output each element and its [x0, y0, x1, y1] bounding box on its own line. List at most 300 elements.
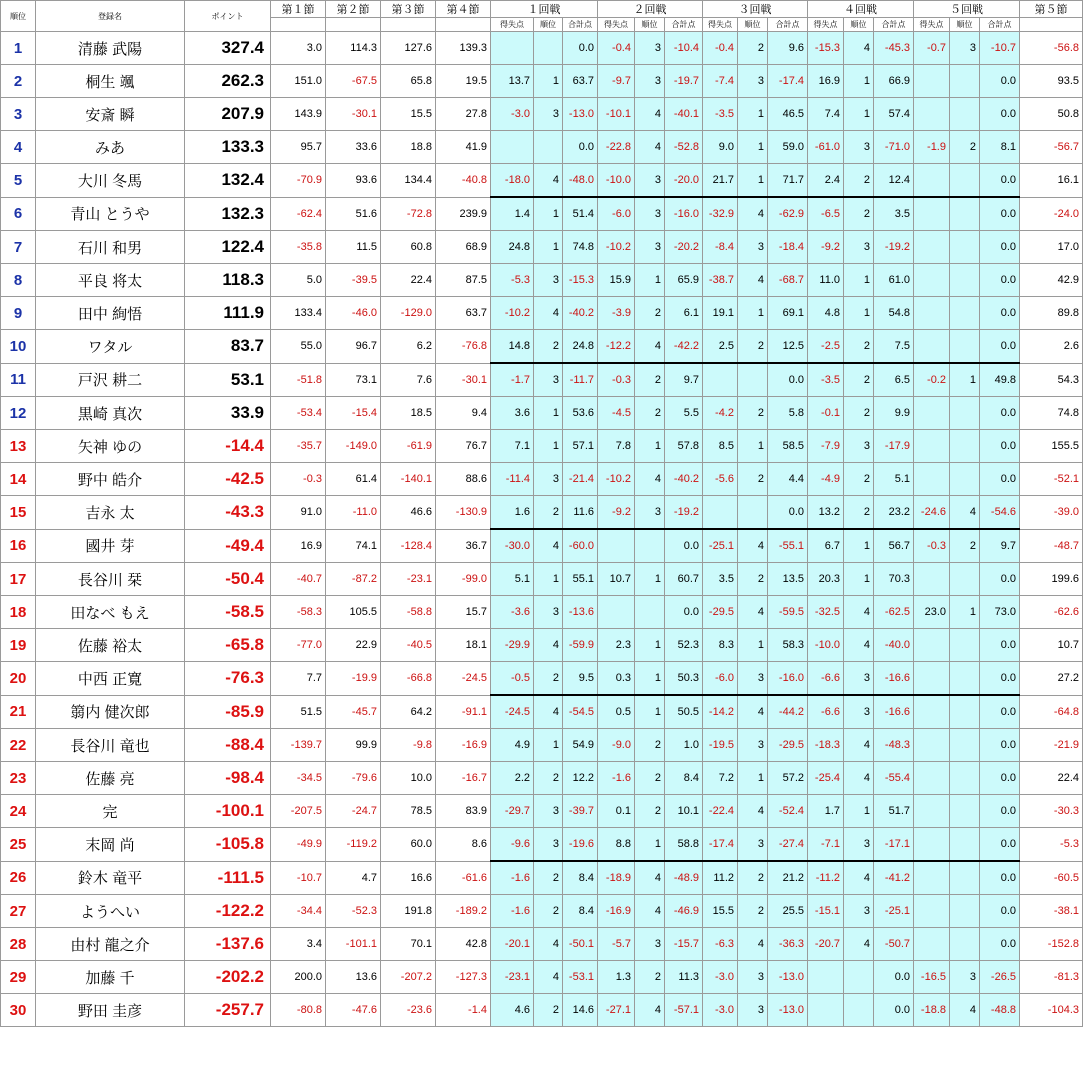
- round-5-diff: -24.6: [914, 496, 950, 530]
- round-5-diff: [914, 264, 950, 297]
- round-5-place: [950, 729, 980, 762]
- round-4-place: 1: [844, 297, 874, 330]
- player-name: 末岡 尚: [36, 828, 185, 862]
- player-name: 由村 龍之介: [36, 928, 185, 961]
- round-4-place: 4: [844, 762, 874, 795]
- round-4-place: 3: [844, 430, 874, 463]
- round-4-total: -17.9: [874, 430, 914, 463]
- round-2-total: 65.9: [665, 264, 703, 297]
- round-1-diff: -10.2: [491, 297, 534, 330]
- round-1-place: 4: [534, 695, 563, 729]
- round-5-place: [950, 629, 980, 662]
- header-points: ポイント: [185, 1, 271, 32]
- section-5-score: 74.8: [1020, 397, 1083, 430]
- round-1-diff: [491, 131, 534, 164]
- round-4-diff: -32.5: [808, 596, 844, 629]
- round-3-diff: -5.6: [703, 463, 738, 496]
- round-1-place: 1: [534, 729, 563, 762]
- round-4-place: 1: [844, 65, 874, 98]
- section-3-score: -66.8: [381, 662, 436, 696]
- round-2-place: 2: [635, 363, 665, 397]
- round-2-total: 10.1: [665, 795, 703, 828]
- round-3-place: 2: [738, 861, 768, 895]
- section-2-score: 11.5: [326, 231, 381, 264]
- section-5-score: 2.6: [1020, 330, 1083, 364]
- round-4-place: 1: [844, 563, 874, 596]
- round-3-total: 71.7: [768, 164, 808, 198]
- section-5-score: 27.2: [1020, 662, 1083, 696]
- section-1-score: -34.5: [271, 762, 326, 795]
- round-3-total: 13.5: [768, 563, 808, 596]
- rank-cell: 2: [1, 65, 36, 98]
- section-4-score: -16.7: [436, 762, 491, 795]
- table-row: [1, 297, 1083, 330]
- total-points: -98.4: [185, 762, 271, 795]
- round-5-place: 3: [950, 961, 980, 994]
- round-4-diff: 13.2: [808, 496, 844, 530]
- round-5-place: [950, 895, 980, 928]
- round-1-total: -48.0: [563, 164, 598, 198]
- round-4-total: 51.7: [874, 795, 914, 828]
- player-name: 國井 芽: [36, 529, 185, 563]
- round-4-total: 56.7: [874, 529, 914, 563]
- round-5-total: -10.7: [980, 32, 1020, 65]
- round-4-place: 1: [844, 529, 874, 563]
- section-1-score: -207.5: [271, 795, 326, 828]
- section-4-score: 88.6: [436, 463, 491, 496]
- round-2-place: 1: [635, 662, 665, 696]
- round-5-diff: [914, 463, 950, 496]
- round-2-total: 8.4: [665, 762, 703, 795]
- round-2-diff: 1.3: [598, 961, 635, 994]
- player-name: みあ: [36, 131, 185, 164]
- round-3-diff: -3.0: [703, 961, 738, 994]
- round-5-total: 73.0: [980, 596, 1020, 629]
- round-3-total: -16.0: [768, 662, 808, 696]
- header-round-3: ３回戦: [703, 1, 808, 18]
- round-5-total: 0.0: [980, 197, 1020, 231]
- subheader-total: 合計点: [980, 18, 1020, 32]
- round-5-total: -54.6: [980, 496, 1020, 530]
- section-2-score: -39.5: [326, 264, 381, 297]
- subheader-blank: [436, 18, 491, 32]
- rank-cell: 18: [1, 596, 36, 629]
- round-5-place: [950, 563, 980, 596]
- section-4-score: 239.9: [436, 197, 491, 231]
- round-3-place: 1: [738, 164, 768, 198]
- round-1-diff: 4.6: [491, 994, 534, 1027]
- round-2-place: 2: [635, 729, 665, 762]
- round-2-place: 2: [635, 961, 665, 994]
- round-3-place: [738, 363, 768, 397]
- total-points: 122.4: [185, 231, 271, 264]
- header-name: 登録名: [36, 1, 185, 32]
- total-points: -14.4: [185, 430, 271, 463]
- round-1-diff: -1.6: [491, 895, 534, 928]
- section-2-score: 105.5: [326, 596, 381, 629]
- section-1-score: 3.0: [271, 32, 326, 65]
- section-3-score: 6.2: [381, 330, 436, 364]
- round-4-total: 0.0: [874, 994, 914, 1027]
- section-5-score: 93.5: [1020, 65, 1083, 98]
- round-3-diff: -38.7: [703, 264, 738, 297]
- round-1-total: -15.3: [563, 264, 598, 297]
- header-rank: 順位: [1, 1, 36, 32]
- round-1-total: 24.8: [563, 330, 598, 364]
- round-2-total: 0.0: [665, 529, 703, 563]
- round-2-total: -52.8: [665, 131, 703, 164]
- round-3-total: 9.6: [768, 32, 808, 65]
- round-4-place: 2: [844, 397, 874, 430]
- round-1-diff: -30.0: [491, 529, 534, 563]
- round-1-total: -60.0: [563, 529, 598, 563]
- round-2-diff: -6.0: [598, 197, 635, 231]
- round-2-total: 50.5: [665, 695, 703, 729]
- round-2-diff: 8.8: [598, 828, 635, 862]
- subheader-blank: [326, 18, 381, 32]
- round-4-diff: -10.0: [808, 629, 844, 662]
- round-4-place: 2: [844, 164, 874, 198]
- round-3-total: -55.1: [768, 529, 808, 563]
- round-5-place: [950, 231, 980, 264]
- subheader-blank: [271, 18, 326, 32]
- table-row: [1, 795, 1083, 828]
- section-3-score: 46.6: [381, 496, 436, 530]
- section-5-score: -152.8: [1020, 928, 1083, 961]
- round-4-total: 54.8: [874, 297, 914, 330]
- round-1-diff: 1.6: [491, 496, 534, 530]
- round-5-place: 2: [950, 131, 980, 164]
- section-3-score: -207.2: [381, 961, 436, 994]
- section-1-score: 133.4: [271, 297, 326, 330]
- rank-cell: 26: [1, 861, 36, 895]
- round-1-total: -11.7: [563, 363, 598, 397]
- round-5-diff: -18.8: [914, 994, 950, 1027]
- round-5-total: 0.0: [980, 330, 1020, 364]
- round-3-total: 12.5: [768, 330, 808, 364]
- round-3-diff: -14.2: [703, 695, 738, 729]
- round-5-place: [950, 463, 980, 496]
- round-3-diff: -22.4: [703, 795, 738, 828]
- round-5-place: [950, 330, 980, 364]
- section-5-score: 10.7: [1020, 629, 1083, 662]
- round-5-diff: -16.5: [914, 961, 950, 994]
- round-1-place: 2: [534, 762, 563, 795]
- header-round-1: １回戦: [491, 1, 598, 18]
- round-1-total: 12.2: [563, 762, 598, 795]
- section-5-score: 199.6: [1020, 563, 1083, 596]
- player-name: 安斎 瞬: [36, 98, 185, 131]
- round-5-place: [950, 762, 980, 795]
- round-4-total: -55.4: [874, 762, 914, 795]
- round-2-place: [635, 529, 665, 563]
- round-2-place: 2: [635, 397, 665, 430]
- table-row: [1, 65, 1083, 98]
- section-5-score: 89.8: [1020, 297, 1083, 330]
- header-section-1: 第１節: [271, 1, 326, 18]
- rank-cell: 22: [1, 729, 36, 762]
- section-1-score: -53.4: [271, 397, 326, 430]
- round-1-place: 4: [534, 961, 563, 994]
- round-5-total: -48.8: [980, 994, 1020, 1027]
- round-3-diff: -6.0: [703, 662, 738, 696]
- round-1-total: -13.6: [563, 596, 598, 629]
- round-2-diff: -9.2: [598, 496, 635, 530]
- round-1-total: -50.1: [563, 928, 598, 961]
- table-row: [1, 629, 1083, 662]
- section-5-score: -30.3: [1020, 795, 1083, 828]
- round-5-diff: [914, 629, 950, 662]
- section-4-score: 41.9: [436, 131, 491, 164]
- round-2-diff: 0.1: [598, 795, 635, 828]
- round-2-place: 1: [635, 430, 665, 463]
- section-5-score: -62.6: [1020, 596, 1083, 629]
- round-1-total: -53.1: [563, 961, 598, 994]
- total-points: -122.2: [185, 895, 271, 928]
- player-name: 佐藤 裕太: [36, 629, 185, 662]
- round-5-diff: [914, 98, 950, 131]
- round-1-place: 2: [534, 861, 563, 895]
- round-2-diff: -1.6: [598, 762, 635, 795]
- section-1-score: 7.7: [271, 662, 326, 696]
- round-1-diff: -3.0: [491, 98, 534, 131]
- player-name: 中西 正寛: [36, 662, 185, 696]
- total-points: 53.1: [185, 363, 271, 397]
- player-name: 佐藤 亮: [36, 762, 185, 795]
- round-3-total: 25.5: [768, 895, 808, 928]
- section-3-score: -23.1: [381, 563, 436, 596]
- subheader-diff: 得失点: [703, 18, 738, 32]
- round-3-total: 58.5: [768, 430, 808, 463]
- section-3-score: -128.4: [381, 529, 436, 563]
- round-2-diff: -10.1: [598, 98, 635, 131]
- round-1-place: 1: [534, 563, 563, 596]
- section-3-score: 65.8: [381, 65, 436, 98]
- round-5-diff: -1.9: [914, 131, 950, 164]
- round-3-total: -17.4: [768, 65, 808, 98]
- round-2-place: 1: [635, 695, 665, 729]
- round-3-place: 4: [738, 197, 768, 231]
- round-3-place: 3: [738, 662, 768, 696]
- round-5-total: 0.0: [980, 98, 1020, 131]
- section-4-score: 42.8: [436, 928, 491, 961]
- section-2-score: -47.6: [326, 994, 381, 1027]
- round-5-diff: [914, 330, 950, 364]
- round-2-place: 1: [635, 264, 665, 297]
- round-4-total: -40.0: [874, 629, 914, 662]
- round-5-total: 0.0: [980, 65, 1020, 98]
- round-1-diff: -11.4: [491, 463, 534, 496]
- section-4-score: -16.9: [436, 729, 491, 762]
- section-5-score: -60.5: [1020, 861, 1083, 895]
- round-1-place: 1: [534, 231, 563, 264]
- round-2-place: 1: [635, 629, 665, 662]
- round-4-total: -17.1: [874, 828, 914, 862]
- round-1-place: 4: [534, 928, 563, 961]
- total-points: -111.5: [185, 861, 271, 895]
- section-2-score: -87.2: [326, 563, 381, 596]
- section-2-score: -46.0: [326, 297, 381, 330]
- round-3-diff: -29.5: [703, 596, 738, 629]
- player-name: 長谷川 栞: [36, 563, 185, 596]
- table-row: [1, 330, 1083, 364]
- table-row: [1, 729, 1083, 762]
- section-2-score: 13.6: [326, 961, 381, 994]
- section-3-score: 18.8: [381, 131, 436, 164]
- player-name: 平良 将太: [36, 264, 185, 297]
- round-3-diff: -3.5: [703, 98, 738, 131]
- round-3-total: 4.4: [768, 463, 808, 496]
- round-2-place: 2: [635, 297, 665, 330]
- section-5-score: -24.0: [1020, 197, 1083, 231]
- round-2-diff: -10.2: [598, 231, 635, 264]
- round-4-diff: 6.7: [808, 529, 844, 563]
- section-4-score: 15.7: [436, 596, 491, 629]
- player-name: 加藤 千: [36, 961, 185, 994]
- round-1-place: 4: [534, 529, 563, 563]
- round-3-total: -62.9: [768, 197, 808, 231]
- round-4-total: -16.6: [874, 695, 914, 729]
- rank-cell: 29: [1, 961, 36, 994]
- round-1-total: 54.9: [563, 729, 598, 762]
- table-row: [1, 596, 1083, 629]
- round-1-place: 3: [534, 463, 563, 496]
- round-5-place: [950, 164, 980, 198]
- round-5-place: [950, 197, 980, 231]
- round-5-diff: [914, 662, 950, 696]
- round-4-total: 61.0: [874, 264, 914, 297]
- table-row: [1, 397, 1083, 430]
- round-3-place: 2: [738, 330, 768, 364]
- subheader-place: 順位: [950, 18, 980, 32]
- player-name: 長谷川 竜也: [36, 729, 185, 762]
- round-3-diff: 15.5: [703, 895, 738, 928]
- round-2-place: 1: [635, 563, 665, 596]
- round-5-place: 4: [950, 994, 980, 1027]
- round-5-total: 0.0: [980, 297, 1020, 330]
- table-row: [1, 496, 1083, 530]
- round-4-diff: -4.9: [808, 463, 844, 496]
- section-3-score: 134.4: [381, 164, 436, 198]
- round-4-diff: 11.0: [808, 264, 844, 297]
- round-1-diff: -20.1: [491, 928, 534, 961]
- round-1-total: -21.4: [563, 463, 598, 496]
- round-4-diff: -61.0: [808, 131, 844, 164]
- section-4-score: -130.9: [436, 496, 491, 530]
- section-5-score: -21.9: [1020, 729, 1083, 762]
- round-2-total: 58.8: [665, 828, 703, 862]
- subheader-blank: [381, 18, 436, 32]
- round-3-total: 0.0: [768, 496, 808, 530]
- round-5-diff: [914, 397, 950, 430]
- round-3-place: [738, 496, 768, 530]
- round-4-diff: -7.1: [808, 828, 844, 862]
- rank-cell: 4: [1, 131, 36, 164]
- round-4-diff: 4.8: [808, 297, 844, 330]
- section-5-score: 54.3: [1020, 363, 1083, 397]
- round-4-total: -62.5: [874, 596, 914, 629]
- round-5-place: [950, 65, 980, 98]
- round-3-total: -44.2: [768, 695, 808, 729]
- round-1-place: 2: [534, 895, 563, 928]
- section-2-score: -45.7: [326, 695, 381, 729]
- total-points: 327.4: [185, 32, 271, 65]
- rank-cell: 9: [1, 297, 36, 330]
- round-5-total: 0.0: [980, 828, 1020, 862]
- section-2-score: 93.6: [326, 164, 381, 198]
- round-3-place: 2: [738, 895, 768, 928]
- round-2-place: 3: [635, 197, 665, 231]
- round-3-place: 1: [738, 297, 768, 330]
- section-3-score: 60.0: [381, 828, 436, 862]
- round-2-diff: -22.8: [598, 131, 635, 164]
- round-1-place: 2: [534, 994, 563, 1027]
- round-4-total: 7.5: [874, 330, 914, 364]
- section-3-score: 16.6: [381, 861, 436, 895]
- header-section-2: 第２節: [326, 1, 381, 18]
- rank-cell: 21: [1, 695, 36, 729]
- round-5-total: 0.0: [980, 928, 1020, 961]
- round-4-diff: 16.9: [808, 65, 844, 98]
- section-5-score: -52.1: [1020, 463, 1083, 496]
- round-2-diff: 0.5: [598, 695, 635, 729]
- table-row: [1, 994, 1083, 1027]
- section-1-score: -34.4: [271, 895, 326, 928]
- section-1-score: -139.7: [271, 729, 326, 762]
- round-3-place: 4: [738, 529, 768, 563]
- round-4-diff: 2.4: [808, 164, 844, 198]
- round-2-place: 2: [635, 795, 665, 828]
- round-4-place: [844, 961, 874, 994]
- round-5-total: -26.5: [980, 961, 1020, 994]
- round-4-place: 3: [844, 895, 874, 928]
- round-3-diff: -19.5: [703, 729, 738, 762]
- round-1-place: 2: [534, 496, 563, 530]
- round-2-place: 4: [635, 861, 665, 895]
- round-1-total: 0.0: [563, 32, 598, 65]
- round-2-total: 60.7: [665, 563, 703, 596]
- round-5-total: 0.0: [980, 164, 1020, 198]
- round-1-place: 2: [534, 662, 563, 696]
- total-points: -88.4: [185, 729, 271, 762]
- player-name: ようへい: [36, 895, 185, 928]
- round-1-place: [534, 131, 563, 164]
- round-5-total: 0.0: [980, 629, 1020, 662]
- table-row: [1, 164, 1083, 198]
- header-section-4: 第４節: [436, 1, 491, 18]
- section-1-score: -0.3: [271, 463, 326, 496]
- header-round-2: ２回戦: [598, 1, 703, 18]
- round-3-diff: -0.4: [703, 32, 738, 65]
- round-4-total: -48.3: [874, 729, 914, 762]
- round-2-diff: -5.7: [598, 928, 635, 961]
- total-points: 262.3: [185, 65, 271, 98]
- round-1-diff: 5.1: [491, 563, 534, 596]
- round-3-total: 69.1: [768, 297, 808, 330]
- rank-cell: 15: [1, 496, 36, 530]
- round-2-total: 6.1: [665, 297, 703, 330]
- section-1-score: 3.4: [271, 928, 326, 961]
- round-1-place: 4: [534, 629, 563, 662]
- round-1-diff: 3.6: [491, 397, 534, 430]
- round-4-diff: -11.2: [808, 861, 844, 895]
- round-5-diff: [914, 729, 950, 762]
- round-4-total: 3.5: [874, 197, 914, 231]
- table-row: [1, 98, 1083, 131]
- round-4-place: 1: [844, 98, 874, 131]
- round-4-place: 2: [844, 197, 874, 231]
- section-4-score: 68.9: [436, 231, 491, 264]
